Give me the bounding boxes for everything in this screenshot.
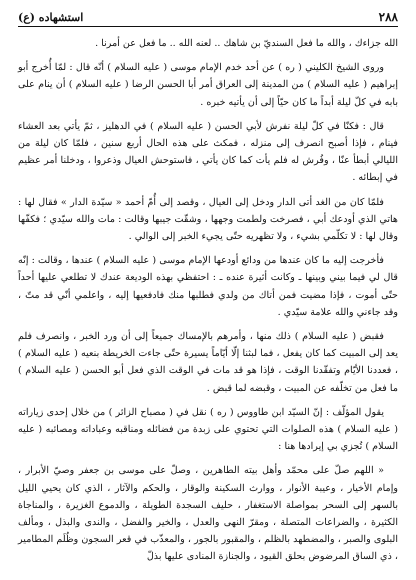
paragraph-kulayni-narration: وروى الشيخ الكليني ( ره ) عن أحد خدم الإمام موسى ( عليه السلام ) أنّه قال : لمّا أُخرج أبو إبراهيم ( عليه السلام ) من المدينة إلى العراق أمر أبا الحسن الرضا ( عليه السلام ) أن ينام على بابه في كلّ ليلة أبداً ما كان حيّاً إلى أن يأتيه خبره . xyxy=(18,62,398,108)
paragraph-night-watch: قال : فكنّا في كلّ ليلة نفرش لأبي الحسن ( عليه السلام ) في الدهليز ، ثمّ يأتي بعد العشاء فينام ، فإذا أصبح انصرف إلى منزله ، فمكث على هذه الحال أربع سنين ، فلمّا كان ليلة من الليالي أبطأ عنّا ، وفُرش له فلم يأت كما كان يأتي ، فاستوحش العيال وذعروا ، ودخلنا أمر عظيم في إبطائه . xyxy=(18,120,398,184)
paragraph-closing-line: الله جزاءك ، والله ما فعل السنديّ بن شاهك .. لعنه الله .. ما فعل عن أمرنا . xyxy=(95,38,398,49)
chapter-title: استشهاده (ع) xyxy=(18,11,84,24)
page-body xyxy=(18,35,398,566)
paragraph-news-of-death: فقبض ( عليه السلام ) ذلك منها ، وأمرهم بالإمساك جميعاً إلى أن ورد الخبر ، وانصرف فلم يعد إلى المبيت كما كان يفعل ، فما لبثنا إلّا أيّاماً يسيرة حتّى جاءت الخريطة بنعيه ( عليه السلام ) ، فعددنا الأيّام وتفقّدنا الوقت ، فإذا هو قد مات في الوقت الذي فعل أبو الحسن ( عليه السلام ) ما فعل من تخلّفه عن المبيت ، وقبضه لما قبض . xyxy=(18,331,398,394)
running-header xyxy=(18,6,398,27)
page-number: ٢٨٨ xyxy=(378,10,398,24)
paragraph-umm-ahmad: فلمّا كان من الغد أتى الدار ودخل إلى العيال ، وقصد إلى أُمّ أحمد « سيّدة الدار » فقال لها : هاتي الذي أودعك أبي ، فصرخت ولطمت وجهها ، وشقّت جيبها وقالت : مات والله سيّدي ؛ فكفّها وقال لها : لا تكلّمي بشيء ، ولا تظهريه حتّى يجيء الخبر إلى الوالي . xyxy=(18,196,398,243)
paragraph-deposit: فأخرجت إليه ما كان عندها من ودائع أودعها الإمام موسى ( عليه السلام ) عندها ، وقالت : إنّه قال لي فيما بيني وبينها ـ وكانت أثيرة عنده ـ : احتفظي بهذه الوديعة عندك لا تطلعي عليها أحداً حتّى أموت ، فإذا مضيت فمن أتاك من ولدي فطلبها منك فادفعيها إليه ، واعلمي أنّي قد متّ ، وقد جاءني والله علامة سيّدي . xyxy=(18,255,398,318)
paragraph-salawat: « اللهم صلّ على محمّد وأهل بيته الطاهرين ، وصلّ على موسى بن جعفر وصيّ الأبرار ، وإمام الأخيار ، وعيبة الأنوار ، ووارث السكينة والوقار ، والحكم والآثار ، الذي كان يحيي الليل بالسهر إلى السحر بمواصلة الاستغفار ، حليف السجدة الطويلة ، والدموع الغزيرة ، والمناجاة الكثيرة ، والضراعات المتصلة ، ومقرّ النهى والعدل ، والخير والفضل ، والندى والبذل ، ومألف البلوى والصبر ، والمضطهد بالظلم ، والمقبور بالجور ، والمعذّب في قعر السجون وظُلَم المطامير ، ذي الساق المرضوض بحلق القيود ، والجنازة المنادى عليها بذلّ xyxy=(18,465,398,563)
paragraph-author-note: يقول المؤلّف : إنّ السيّد ابن طاووس ( ره ) نقل في ( مصباح الزائر ) من خلال إحدى زياراته ( عليه السلام ) هذه الصلوات التي تحتوي على زبدة من فضائله ومناقبه وعباداته ومصائبه ( عليه السلام ) تُجزي بي إيرادها هنا : xyxy=(18,406,398,453)
